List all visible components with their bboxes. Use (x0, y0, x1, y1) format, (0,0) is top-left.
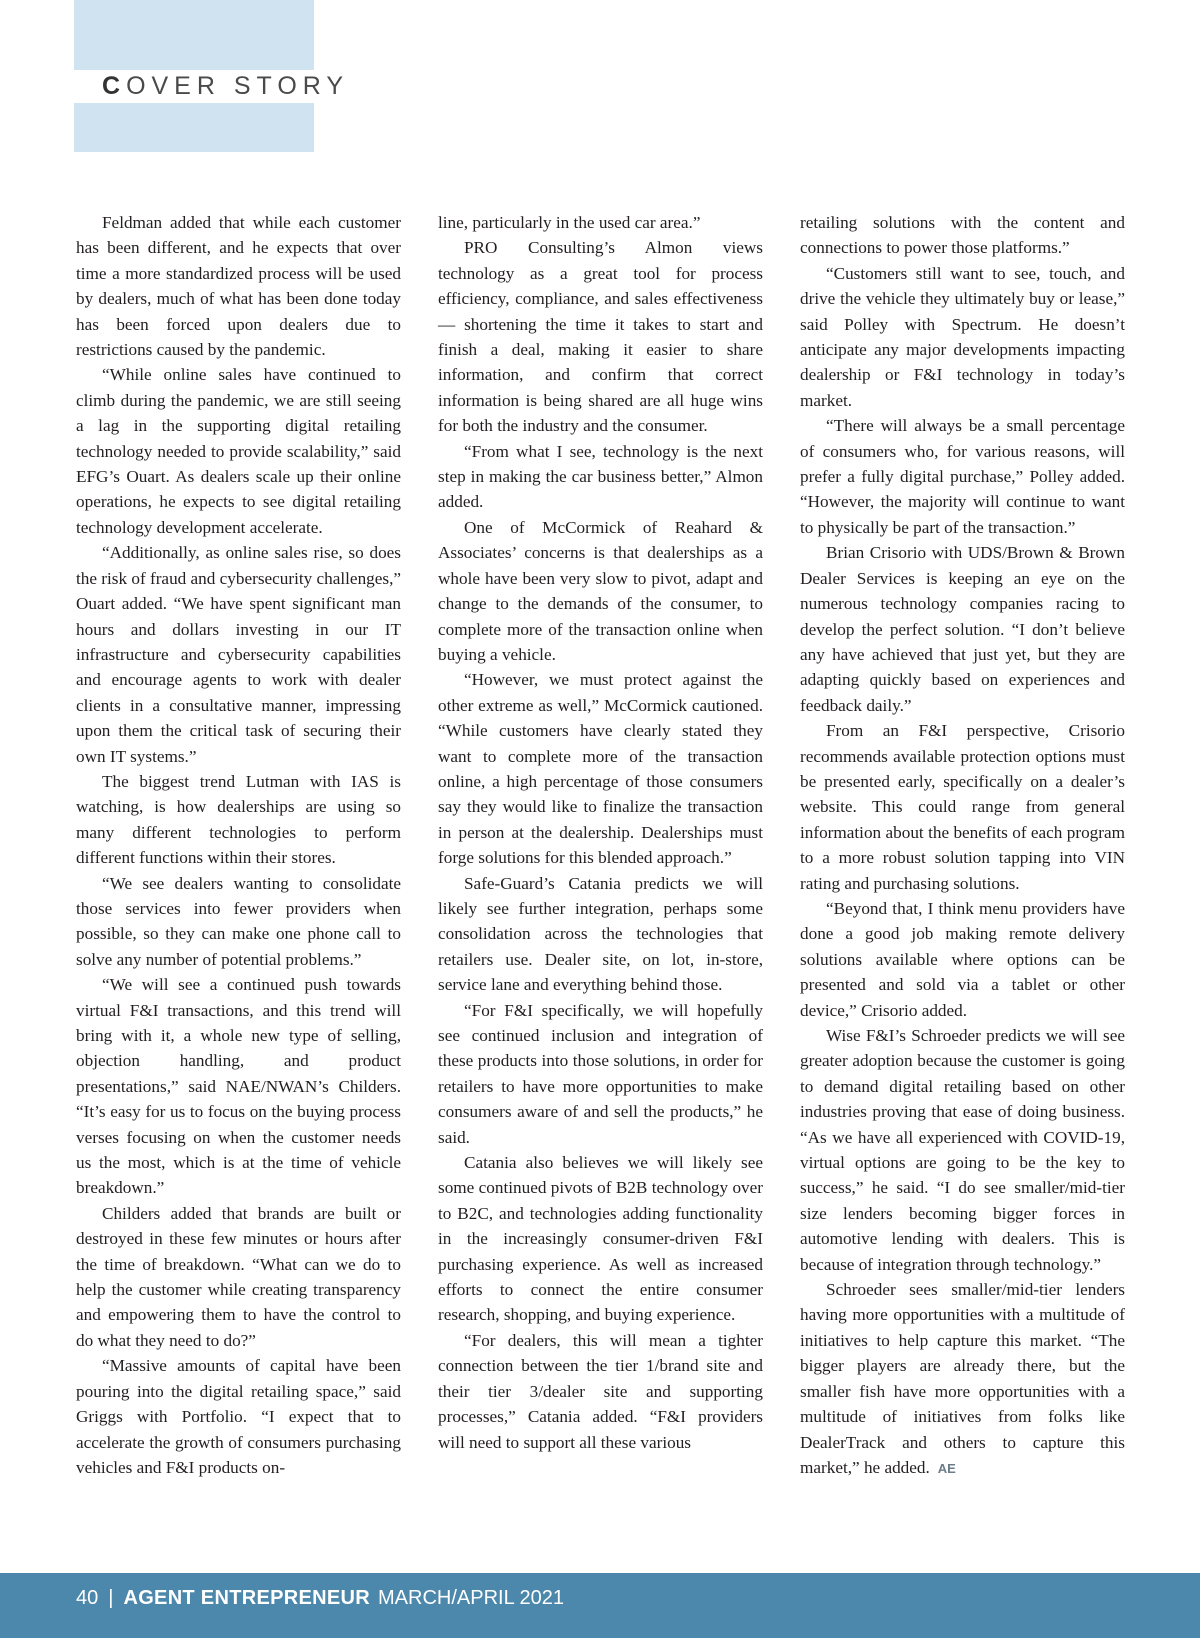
article-paragraph: “Beyond that, I think menu providers have done a good job making remote delivery solutions available where options can be presented and sold via a tablet or other device,” Crisorio added. (800, 898, 1125, 1020)
article-paragraph: “We see dealers wanting to consolidate those services into fewer providers when possible, so they can make one phone call to solve any number of potential problems.” (76, 873, 401, 969)
section-title-rest: OVER STORY (126, 72, 350, 100)
issue-date: MARCH/APRIL 2021 (378, 1587, 564, 1609)
article-paragraph: Catania also believes we will likely see some continued pivots of B2B technology over to B2C, and technologies adding functionality in the increasingly consumer-driven F&I purchasing experience. As well as increased efforts to connect the entire consumer research, shopping, and buying experience. (438, 1153, 763, 1325)
footer-separator: | (108, 1587, 114, 1609)
page-number: 40 (76, 1587, 99, 1609)
article-paragraph: “Massive amounts of capital have been pouring into the digital retailing space,” said Griggs with Portfolio. “I expect that to accelerate the growth of consumers purchasing vehicles and F&I products on- (76, 1356, 401, 1477)
article-paragraph: “For dealers, this will mean a tighter connection between the tier 1/brand site and their tier 3/dealer site and supporting processes,” Catania added. “F&I providers will need to support all these various (438, 1330, 763, 1452)
article-paragraph: Brian Crisorio with UDS/Brown & Brown Dealer Services is keeping an eye on the numerous technology companies racing to develop the perfect solution. “I don’t believe any have achieved that just yet, but they are adapting quickly based on experiences and feedback daily.” (800, 543, 1125, 715)
article-paragraph: From an F&I perspective, Crisorio recommends available protection options must be presented early, specifically on a dealer’s website. This could range from general information about the benefits of each program to a more robust solution tapping into VIN rating and purchasing solutions. (800, 721, 1125, 893)
article-paragraph: “For F&I specifically, we will hopefully see continued inclusion and integration of these products into those solutions, in order for retailers to have more opportunities to make consumers aware of and sell the products,” he said. (438, 1000, 763, 1147)
article-paragraph: PRO Consulting’s Almon views technology as a great tool for process efficiency, compliance, and sales effectiveness — shortening the time it takes to start and finish a deal, making it easier to share information, and confirm that correct information is being shared are all huge wins for both the industry and the consumer. (438, 238, 763, 436)
section-title (102, 70, 349, 103)
article-paragraph: “Customers still want to see, touch, and drive the vehicle they ultimately buy or lease,” said Polley with Spectrum. He doesn’t anticipate any major developments impacting dealership or F&I technology in today’s market. (800, 263, 1125, 410)
article-paragraph: Safe-Guard’s Catania predicts we will likely see further integration, perhaps some consolidation across the technologies that retailers use. Dealer site, on lot, in-store, service lane and everything behind those. (438, 873, 763, 995)
article-paragraph: “Additionally, as online sales rise, so does the risk of fraud and cybersecurity challenges,” Ouart added. “We have spent significant man hours and dollars investing in our IT infrastructure and cybersecurity capabilities and encourage agents to work with dealer clients in a consultative manner, impressing upon them the critical task of securing their own IT systems.” (76, 543, 401, 766)
article-paragraph: “There will always be a small percentage of consumers who, for various reasons, will prefer a fully digital purchase,” Polley added. “However, the majority will continue to want to physically be part of the transaction.” (800, 416, 1125, 537)
article-column-2 (438, 210, 763, 1455)
article-paragraph: The biggest trend Lutman with IAS is watching, is how dealerships are using so many different technologies to perform different functions within their stores. (76, 771, 401, 868)
article-paragraph: “From what I see, technology is the next step in making the car business better,” Almon added. (438, 441, 763, 512)
article-paragraph: retailing solutions with the content and connections to power those platforms.” (800, 213, 1125, 258)
page-footer (0, 1573, 1200, 1638)
magazine-name: AGENT ENTREPRENEUR (123, 1587, 370, 1609)
article-paragraph: Schroeder sees smaller/mid-tier lenders having more opportunities with a multitude of initiatives to help capture this market. “The bigger players are already there, but the smaller fish have more opportunities with a multitude of initiatives from folks like DealerTrack and others to capture this market,” he added. AE (800, 1280, 1125, 1477)
article-paragraph: Feldman added that while each customer has been different, and he expects that over time a more standardized process will be used by dealers, much of what has been done today has been forced upon dealers due to restrictions caused by the pandemic. (76, 213, 401, 360)
section-title-initial: C (102, 72, 127, 100)
article-paragraph: One of McCormick of Reahard & Associates’ concerns is that dealerships as a whole have been very slow to pivot, adapt and change to the demands of the consumer, to complete more of the transaction online when buying a vehicle. (438, 517, 763, 664)
article-column-3 (800, 210, 1125, 1481)
article-paragraph: “While online sales have continued to climb during the pandemic, we are still seeing a lag in the supporting digital retailing technology needed to provide scalability,” said EFG’s Ouart. As dealers scale up their online operations, he expects to see digital retailing technology development accelerate. (76, 365, 401, 537)
article-paragraph: Wise F&I’s Schroeder predicts we will see greater adoption because the customer is going to demand digital retailing based on other industries proving that ease of doing business. “As we have all experienced with COVID-19, virtual options are going to be the key to success,” he said. “I do see smaller/mid-tier size lenders becoming bigger forces in automotive lending with dealers. This is because of integration through technology.” (800, 1026, 1125, 1274)
article-paragraph: “However, we must protect against the other extreme as well,” McCormick cautioned. “While customers have clearly stated they want to complete more of the transaction online, a high percentage of those consumers say they would like to finalize the transaction in person at the dealership. Dealerships must forge solutions for this blended approach.” (438, 670, 763, 868)
end-mark: AE (937, 1460, 956, 1476)
article-paragraph: “We will see a continued push towards virtual F&I transactions, and this trend will bring with it, a whole new type of selling, objection handling, and product presentations,” said NAE/NWAN’s Childers. “It’s easy for us to focus on the buying process verses focusing on when the customer needs us the most, which is at the time of vehicle breakdown.” (76, 975, 401, 1198)
article-paragraph: Childers added that brands are built or destroyed in these few minutes or hours after the time of breakdown. “What can we do to help the customer while creating transparency and empowering them to have the control to do what they need to do?” (76, 1203, 401, 1350)
article-paragraph: line, particularly in the used car area.” (438, 213, 701, 232)
article-column-1 (76, 210, 401, 1480)
